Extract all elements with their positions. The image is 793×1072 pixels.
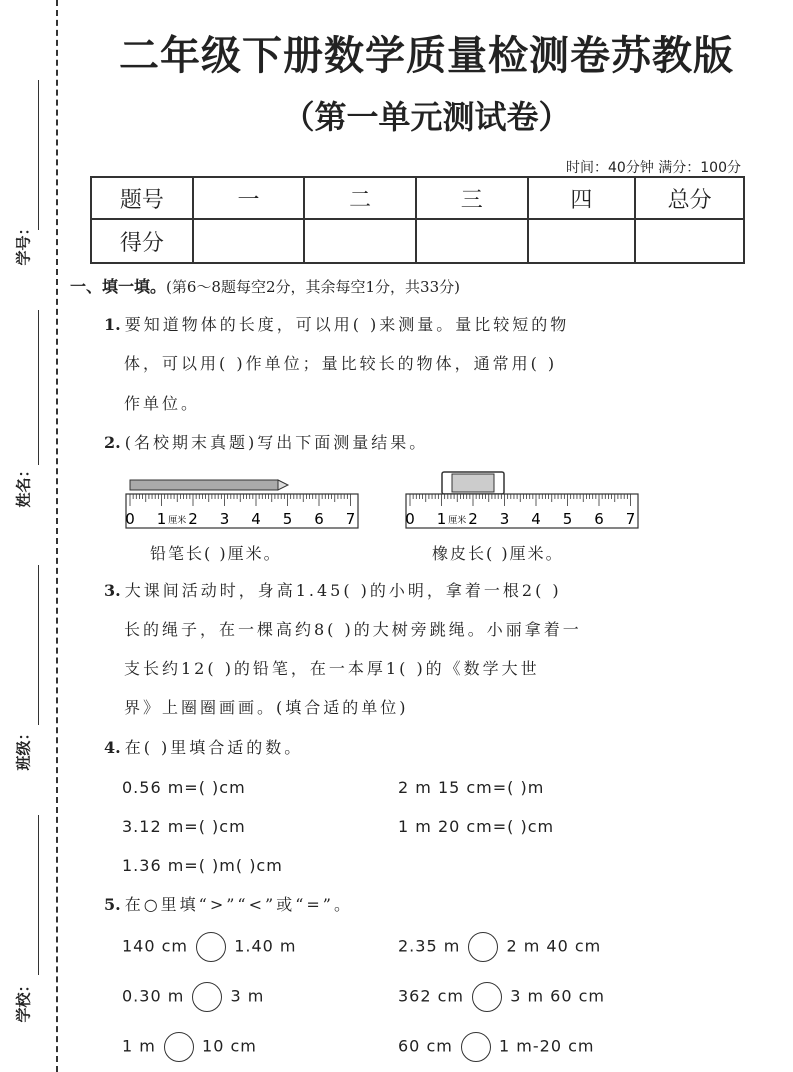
score-table-header-row [91,177,744,219]
compare-left: 1 m [122,1036,156,1056]
compare-circle[interactable] [472,982,502,1012]
exam-meta: 时间：40分钟 满分：100分 [566,160,741,176]
compare-left: 60 cm [398,1036,453,1056]
compare-left: 362 cm [398,986,465,1006]
ruler-number: 3 [499,510,510,528]
question-1-line-3: 作单位。 [124,394,201,413]
compare-item [122,1032,257,1062]
class-label: 班级： [14,725,33,771]
eraser-answer-line: 橡皮长( )厘米。 [432,544,564,563]
question-text: 在○里填“>”“<”或“=”。 [124,895,353,914]
conversion-item: 0.56 m=( )cm [122,778,246,797]
question-1-line-2: 体，可以用( )作单位；量比较长的物体，通常用( ) [124,354,558,373]
compare-left: 140 cm [122,936,189,956]
compare-circle[interactable] [192,982,222,1012]
ruler-number: 4 [251,510,261,528]
compare-item [398,1032,594,1062]
school-field [0,815,52,1035]
score-cell[interactable] [416,219,528,263]
score-cell[interactable] [193,219,305,263]
question-3-line-2: 长的绳子，在一棵高约8( )的大树旁跳绳。小丽拿着一 [124,620,582,639]
score-header-cell: 二 [304,177,416,219]
student-id-label: 学号： [14,220,33,266]
conversion-item: 1.36 m=( )m( )cm [122,856,283,875]
page-title: 二年级下册数学质量检测卷苏教版 [119,33,734,79]
ruler-number: 3 [219,510,230,528]
class-underline[interactable] [38,565,39,725]
compare-right: 10 cm [202,1036,257,1056]
score-header-cell: 三 [416,177,528,219]
compare-right: 1 m-20 cm [499,1036,595,1056]
ruler-unit-label: 厘米 [448,516,467,526]
ruler-number: 7 [345,510,356,528]
ruler-unit-label: 厘米 [168,516,187,526]
ruler-icon [125,494,358,528]
eraser-ruler-figure [400,470,645,532]
question-text: (名校期末真题)写出下面测量结果。 [124,433,429,452]
ruler-number: 2 [468,510,478,528]
question-number: 1. [104,315,121,334]
section-rule: (第6～8题每空2分，其余每空1分，共33分) [166,278,460,296]
ruler-number: 4 [531,510,541,528]
page-subtitle: （第一单元测试卷） [282,98,571,136]
score-table [90,176,745,264]
score-cell[interactable] [528,219,636,263]
compare-right: 1.40 m [234,936,297,956]
school-label: 学校： [14,977,33,1023]
ruler-icon [405,494,638,528]
compare-item [122,932,297,962]
student-name-field [0,310,52,510]
student-id-underline[interactable] [38,80,39,230]
student-name-underline[interactable] [38,310,39,465]
score-header-cell: 一 [193,177,305,219]
conversion-item: 2 m 15 cm=( )m [398,778,545,797]
compare-item [122,982,264,1012]
class-field [0,565,52,771]
pencil-icon [130,480,288,490]
question-text: 要知道物体的长度，可以用( )来测量。量比较短的物 [124,315,570,334]
question-3 [104,581,562,601]
score-table-score-row [91,219,744,263]
compare-circle[interactable] [461,1032,491,1062]
question-3-line-3: 支长约12( )的铅笔，在一本厚1( )的《数学大世 [124,659,540,678]
question-number: 5. [104,895,121,914]
score-cell[interactable] [635,219,744,263]
score-row-label: 得分 [91,219,193,263]
section-heading [70,274,460,297]
score-cell[interactable] [304,219,416,263]
question-text: 在( )里填合适的数。 [124,738,304,757]
eraser-icon [442,472,504,494]
ruler-number: 5 [282,510,293,528]
question-4 [104,738,303,758]
binding-dashed-line [56,0,58,1072]
ruler-number: 1 [436,510,447,528]
compare-left: 0.30 m [122,986,185,1006]
score-header-cell: 题号 [91,177,193,219]
question-number: 4. [104,738,121,757]
compare-circle[interactable] [164,1032,194,1062]
ruler-number: 2 [188,510,198,528]
question-1 [104,315,569,335]
question-2 [104,433,428,453]
question-number: 3. [104,581,121,600]
ruler-number: 0 [405,510,415,528]
question-text: 大课间活动时，身高1.45( )的小明，拿着一根2( ) [124,581,562,600]
question-number: 2. [104,433,121,452]
conversion-item: 3.12 m=( )cm [122,817,246,836]
school-underline[interactable] [38,815,39,975]
pencil-answer-line: 铅笔长( )厘米。 [150,544,282,563]
ruler-number: 5 [562,510,573,528]
compare-right: 2 m 40 cm [506,936,602,956]
score-header-cell: 四 [528,177,636,219]
student-name-label: 姓名： [14,462,33,508]
ruler-number: 0 [125,510,135,528]
pencil-ruler-figure [120,470,365,532]
section-title: 一、填一填。 [70,277,167,296]
ruler-number: 1 [156,510,167,528]
compare-right: 3 m 60 cm [510,986,605,1006]
compare-circle[interactable] [196,932,226,962]
compare-left: 2.35 m [398,936,461,956]
compare-right: 3 m [230,986,265,1006]
score-header-cell: 总分 [635,177,744,219]
compare-item [398,982,605,1012]
ruler-number: 6 [594,510,604,528]
ruler-number: 6 [314,510,324,528]
compare-circle[interactable] [468,932,498,962]
question-3-line-4: 界》上圈圈画画。(填合适的单位) [124,698,409,717]
student-id-field [0,80,52,280]
compare-item [398,932,601,962]
ruler-number: 7 [625,510,636,528]
question-5 [104,895,353,915]
conversion-item: 1 m 20 cm=( )cm [398,817,555,836]
